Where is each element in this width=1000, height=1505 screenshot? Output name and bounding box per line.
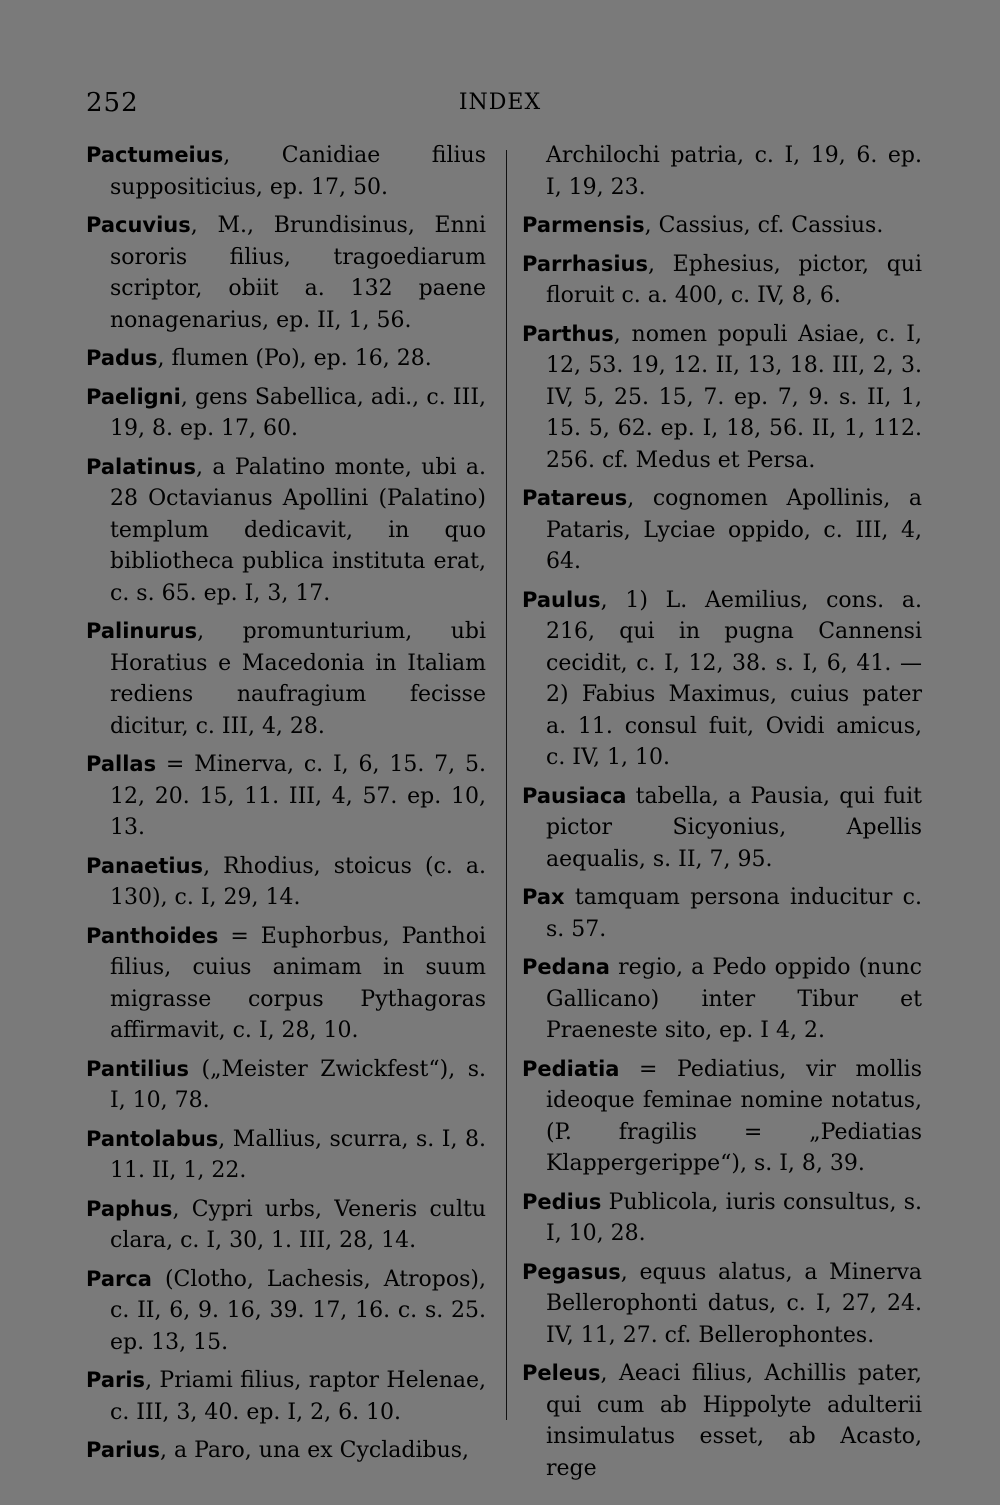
index-entry [86,343,486,375]
entry-headword: Pactumeius [86,143,224,167]
index-entry [86,921,486,1047]
entry-text: , Cassius, cf. Cassius. [644,213,884,238]
entry-text: , flumen (Po), ep. 16, 28. [157,346,432,371]
entry-headword: Pausiaca [522,783,627,808]
entry-headword: Paris [86,1368,146,1392]
index-column-left [86,140,486,1474]
entry-text: , cognomen Apollinis, a Pataris, Lyciae oppido, c. III, 4, 64. [546,486,922,574]
entry-headword: Parthus [522,321,614,346]
index-entry [86,1365,486,1428]
index-entry [522,781,922,876]
entry-headword: Paulus [522,587,601,612]
entry-headword: Palinurus [86,619,198,643]
entry-text: , a Palatino monte, ubi a. 28 Octavianus Apollini (Palatino) templum dedicavit, in quo bibliotheca publica instituta erat, c. s. 65. ep. I, 3, 17. [110,454,486,606]
entry-headword: Pegasus [522,1259,621,1284]
index-entry [522,1054,922,1180]
entry-headword: Pallas [86,752,157,776]
entry-headword: Pacuvius [86,213,191,237]
entry-text: = Pediatius, vir mollis ideoque feminae nomine notatus, (P. fragilis = „Pediatias Klappergerippe“), s. I, 8, 39. [546,1056,922,1176]
entry-text: , Rhodius, stoicus (c. a. 130), c. I, 29, 14. [110,853,486,910]
entry-headword: Panaetius [86,853,204,878]
index-entry [86,452,486,610]
index-entry [86,382,486,445]
index-entry [86,1054,486,1117]
entry-headword: Paphus [86,1196,173,1221]
index-entry [522,210,922,242]
entry-text: („Meister Zwickfest“), s. I, 10, 78. [110,1056,486,1113]
index-entry [86,1124,486,1187]
entry-headword: Patareus [522,486,628,510]
entry-headword: Peleus [522,1361,601,1385]
column-divider [506,150,507,1420]
entry-text: , a Paro, una ex Cycladibus, [160,1438,470,1463]
index-entry [522,140,922,203]
entry-text: , 1) L. Aemilius, cons. a. 216, qui in pugna Cannensi cecidit, c. I, 12, 38. s. I, 6, 41. — 2) Fabius Maximus, cuius pater a. 11. consul fuit, Ovidi amicus, c. IV, 1, 10. [546,587,922,770]
entry-headword: Pedana [522,955,610,979]
entry-text: , gens Sabellica, adi., c. III, 19, 8. ep. 17, 60. [110,384,486,441]
index-entry [86,851,486,914]
index-entry [86,210,486,336]
entry-headword: Palatinus [86,454,197,479]
entry-headword: Padus [86,346,158,370]
entry-text: , Canidiae filius suppositicius, ep. 17, 50. [110,143,486,200]
index-entry [86,1264,486,1359]
index-entry [522,1257,922,1352]
index-entry [86,616,486,742]
entry-text: (Clotho, Lachesis, Atropos), c. II, 6, 9. 16, 39. 17, 16. c. s. 25. ep. 13, 15. [110,1266,486,1355]
index-entry [522,1358,922,1484]
entry-headword: Parmensis [522,213,645,237]
index-entry [522,585,922,774]
index-entry [86,1435,486,1467]
entry-text: , Ephesius, pictor, qui floruit c. a. 400, c. IV, 8, 6. [546,251,922,308]
index-column-right [522,140,922,1491]
running-head: INDEX [458,90,542,115]
entry-headword: Pantolabus [86,1126,219,1151]
page-number: 252 [86,88,139,118]
entry-text: = Euphorbus, Panthoi filius, cuius animam in suum migrasse corpus Pythagoras affirmavit, c. I, 28, 10. [110,923,486,1043]
entry-text: Publicola, iuris consultus, s. I, 10, 28. [546,1189,922,1246]
entry-text: , Aeaci filius, Achillis pater, qui cum ab Hippolyte adulterii insimulatus esset, ab Acasto, rege [546,1361,922,1481]
entry-headword: Pediatia [522,1056,620,1081]
entry-text: = Minerva, c. I, 6, 15. 7, 5. 12, 20. 15, 11. III, 4, 57. ep. 10, 13. [110,752,486,840]
entry-headword: Parius [86,1438,161,1462]
entry-text: , promunturium, ubi Horatius e Macedonia in Italiam rediens naufragium fecisse dicitur, c. III, 4, 28. [110,619,486,739]
entry-text: , Cypri urbs, Veneris cultu clara, c. I, 30, 1. III, 28, 14. [110,1196,486,1253]
index-entry [522,319,922,477]
index-entry [522,1187,922,1250]
entry-text: regio, a Pedo oppido (nunc Gallicano) inter Tibur et Praeneste sito, ep. I 4, 2. [546,955,922,1043]
entry-headword: Panthoides [86,923,219,948]
index-entry [522,952,922,1047]
index-entry [86,749,486,844]
entry-headword: Pantilius [86,1056,190,1081]
index-entry [522,483,922,578]
entry-text: , Mallius, scurra, s. I, 8. 11. II, 1, 22. [110,1126,486,1183]
index-entry [522,882,922,945]
entry-text: tabella, a Pausia, qui fuit pictor Sicyonius, Apellis aequalis, s. II, 7, 95. [546,783,922,872]
entry-headword: Pedius [522,1189,602,1214]
entry-text: , nomen populi Asiae, c. I, 12, 53. 19, 12. II, 13, 18. III, 2, 3. IV, 5, 25. 15, 7. ep. 7, 9. s. II, 1, 15. 5, 62. ep. I, 18, 56. II, 1, 112. 256. cf. Medus et Persa. [546,321,922,473]
index-entry [86,140,486,203]
entry-headword: Paeligni [86,384,181,409]
entry-text: , Priami filius, raptor Helenae, c. III, 3, 40. ep. I, 2, 6. 10. [110,1368,486,1425]
index-entry [522,249,922,312]
entry-text: Archilochi patria, c. I, 19, 6. ep. I, 19, 23. [546,143,922,200]
entry-text: , equus alatus, a Minerva Bellerophonti datus, c. I, 27, 24. IV, 11, 27. cf. Bellerophontes. [546,1259,922,1348]
entry-headword: Pax [522,885,565,909]
index-entry [86,1194,486,1257]
entry-text: tamquam persona inducitur c. s. 57. [546,885,922,942]
entry-text: , M., Brundisinus, Enni sororis filius, tragoediarum scriptor, obiit a. 132 paene nonagenarius, ep. II, 1, 56. [110,213,486,333]
entry-headword: Parrhasius [522,251,648,276]
entry-headword: Parca [86,1266,152,1291]
